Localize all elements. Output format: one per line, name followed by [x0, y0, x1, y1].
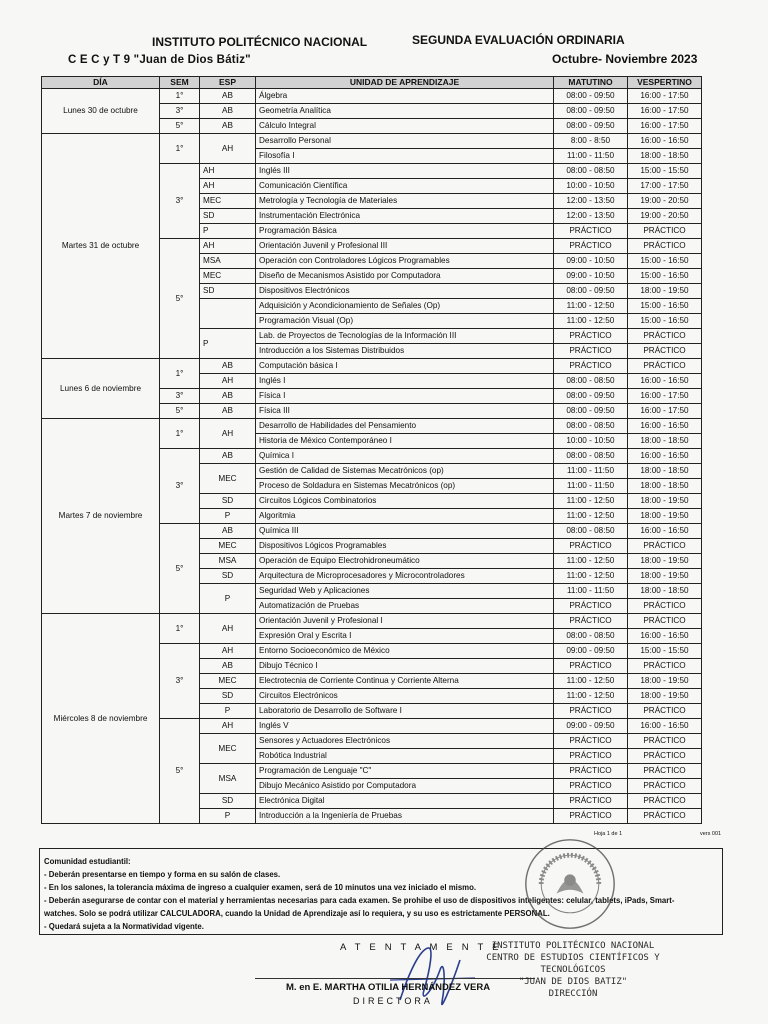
- specialty-cell: SD: [200, 689, 256, 704]
- evening-time-cell: PRÁCTICO: [628, 809, 702, 824]
- specialty-cell: MEC: [200, 194, 256, 209]
- morning-time-cell: 10:00 - 10:50: [554, 434, 628, 449]
- morning-time-cell: 09:00 - 09:50: [554, 719, 628, 734]
- signer-name: M. en E. MARTHA OTILIA HERNÁNDEZ VERA: [286, 982, 491, 993]
- unit-cell: Sensores y Actuadores Electrónicos: [256, 734, 554, 749]
- morning-time-cell: 09:00 - 10:50: [554, 254, 628, 269]
- page-number: Hoja 1 de 1: [594, 831, 623, 837]
- unit-cell: Entorno Socioeconómico de México: [256, 644, 554, 659]
- unit-cell: Electrotecnia de Corriente Continua y Corriente Alterna: [256, 674, 554, 689]
- unit-cell: Programación de Lenguaje "C": [256, 764, 554, 779]
- unit-cell: Gestión de Calidad de Sistemas Mecatrónicos (op): [256, 464, 554, 479]
- evening-time-cell: PRÁCTICO: [628, 359, 702, 374]
- unit-cell: Cálculo Integral: [256, 119, 554, 134]
- morning-time-cell: 11:00 - 11:50: [554, 584, 628, 599]
- morning-time-cell: PRÁCTICO: [554, 659, 628, 674]
- specialty-cell: AH: [200, 419, 256, 449]
- unit-cell: Geometría Analítica: [256, 104, 554, 119]
- morning-time-cell: 11:00 - 12:50: [554, 314, 628, 329]
- morning-time-cell: PRÁCTICO: [554, 239, 628, 254]
- morning-time-cell: PRÁCTICO: [554, 704, 628, 719]
- morning-time-cell: PRÁCTICO: [554, 614, 628, 629]
- specialty-cell: MEC: [200, 734, 256, 764]
- semester-cell: 3°: [160, 449, 200, 524]
- schedule-body: [42, 89, 702, 824]
- note-line: - En los salones, la tolerancia máxima de ingreso a cualquier examen, será de 10 minutos una vez iniciado el mismo.: [44, 883, 477, 892]
- specialty-cell: MEC: [200, 674, 256, 689]
- specialty-cell: SD: [200, 284, 256, 299]
- evening-time-cell: PRÁCTICO: [628, 329, 702, 344]
- unit-cell: Física I: [256, 389, 554, 404]
- specialty-cell: MEC: [200, 464, 256, 494]
- evening-time-cell: 15:00 - 16:50: [628, 269, 702, 284]
- semester-cell: 1°: [160, 134, 200, 164]
- evening-time-cell: 16:00 - 17:50: [628, 89, 702, 104]
- morning-time-cell: PRÁCTICO: [554, 539, 628, 554]
- evening-time-cell: PRÁCTICO: [628, 539, 702, 554]
- specialty-cell: AB: [200, 524, 256, 539]
- unit-cell: Operación con Controladores Lógicos Programables: [256, 254, 554, 269]
- day-cell: Lunes 6 de noviembre: [42, 359, 160, 419]
- morning-time-cell: PRÁCTICO: [554, 749, 628, 764]
- evening-time-cell: PRÁCTICO: [628, 344, 702, 359]
- institute-title: INSTITUTO POLITÉCNICO NACIONAL: [152, 35, 368, 49]
- semester-cell: 1°: [160, 419, 200, 449]
- morning-time-cell: 08:00 - 09:50: [554, 404, 628, 419]
- specialty-cell: AB: [200, 359, 256, 374]
- evening-time-cell: 16:00 - 17:50: [628, 404, 702, 419]
- specialty-cell: AH: [200, 374, 256, 389]
- semester-cell: 5°: [160, 719, 200, 824]
- official-seal-icon: [522, 836, 618, 932]
- morning-time-cell: PRÁCTICO: [554, 764, 628, 779]
- morning-time-cell: 11:00 - 12:50: [554, 674, 628, 689]
- note-line: watches. Solo se podrá utilizar CALCULADORA, cuando la Unidad de Aprendizaje así lo requiera, y su uso es estrictamente PERSONAL.: [44, 909, 550, 918]
- day-cell: Martes 7 de noviembre: [42, 419, 160, 614]
- specialty-cell: AH: [200, 134, 256, 164]
- evening-time-cell: 16:00 - 17:50: [628, 389, 702, 404]
- unit-cell: Circuitos Electrónicos: [256, 689, 554, 704]
- morning-time-cell: 12:00 - 13:50: [554, 194, 628, 209]
- day-cell: Lunes 30 de octubre: [42, 89, 160, 134]
- unit-cell: Inglés V: [256, 719, 554, 734]
- unit-cell: Comunicación Científica: [256, 179, 554, 194]
- morning-time-cell: 08:00 - 09:50: [554, 389, 628, 404]
- evening-time-cell: 18:00 - 19:50: [628, 284, 702, 299]
- morning-time-cell: 08:00 - 08:50: [554, 449, 628, 464]
- unit-cell: Diseño de Mecanismos Asistido por Computadora: [256, 269, 554, 284]
- evening-time-cell: 18:00 - 19:50: [628, 674, 702, 689]
- evening-time-cell: 15:00 - 15:50: [628, 644, 702, 659]
- morning-time-cell: 08:00 - 09:50: [554, 284, 628, 299]
- morning-time-cell: 09:00 - 10:50: [554, 269, 628, 284]
- specialty-cell: SD: [200, 794, 256, 809]
- morning-time-cell: 08:00 - 08:50: [554, 374, 628, 389]
- day-cell: Martes 31 de octubre: [42, 134, 160, 359]
- specialty-cell: SD: [200, 569, 256, 584]
- evening-time-cell: 16:00 - 16:50: [628, 419, 702, 434]
- morning-time-cell: 08:00 - 09:50: [554, 89, 628, 104]
- unit-cell: Arquitectura de Microprocesadores y Microcontroladores: [256, 569, 554, 584]
- evening-time-cell: 15:00 - 16:50: [628, 314, 702, 329]
- unit-cell: Dispositivos Electrónicos: [256, 284, 554, 299]
- morning-time-cell: 09:00 - 09:50: [554, 644, 628, 659]
- morning-time-cell: 11:00 - 12:50: [554, 689, 628, 704]
- specialty-cell: AH: [200, 644, 256, 659]
- table-row: [42, 359, 702, 374]
- unit-cell: Introducción a la Ingeniería de Pruebas: [256, 809, 554, 824]
- unit-cell: Metrología y Tecnología de Materiales: [256, 194, 554, 209]
- specialty-cell: P: [200, 584, 256, 614]
- morning-time-cell: 12:00 - 13:50: [554, 209, 628, 224]
- specialty-cell: SD: [200, 494, 256, 509]
- morning-time-cell: 08:00 - 09:50: [554, 104, 628, 119]
- unit-cell: Adquisición y Acondicionamiento de Señales (Op): [256, 299, 554, 314]
- specialty-cell: MEC: [200, 539, 256, 554]
- evening-time-cell: 16:00 - 16:50: [628, 719, 702, 734]
- evaluation-period: Octubre- Noviembre 2023: [552, 52, 698, 66]
- specialty-cell: AB: [200, 119, 256, 134]
- evening-time-cell: 18:00 - 19:50: [628, 509, 702, 524]
- evening-time-cell: PRÁCTICO: [628, 614, 702, 629]
- evening-time-cell: 18:00 - 19:50: [628, 569, 702, 584]
- semester-cell: 1°: [160, 359, 200, 389]
- schedule-table: [41, 76, 702, 824]
- unit-cell: Instrumentación Electrónica: [256, 209, 554, 224]
- unit-cell: Introducción a los Sistemas Distribuidos: [256, 344, 554, 359]
- morning-time-cell: PRÁCTICO: [554, 794, 628, 809]
- evening-time-cell: 18:00 - 19:50: [628, 689, 702, 704]
- unit-cell: Computación básica I: [256, 359, 554, 374]
- institution-stamp: [462, 940, 684, 1000]
- morning-time-cell: PRÁCTICO: [554, 734, 628, 749]
- specialty-cell: P: [200, 704, 256, 719]
- day-cell: Miércoles 8 de noviembre: [42, 614, 160, 824]
- morning-time-cell: 11:00 - 12:50: [554, 569, 628, 584]
- stamp-line: CENTRO DE ESTUDIOS CIENTÍFICOS Y TECNOLÓGICOS: [486, 953, 660, 975]
- morning-time-cell: PRÁCTICO: [554, 809, 628, 824]
- specialty-cell: AB: [200, 659, 256, 674]
- evening-time-cell: PRÁCTICO: [628, 749, 702, 764]
- school-name: C E C y T 9 "Juan de Dios Bátiz": [68, 54, 251, 66]
- unit-cell: Inglés III: [256, 164, 554, 179]
- semester-cell: 3°: [160, 644, 200, 719]
- unit-cell: Orientación Juvenil y Profesional III: [256, 239, 554, 254]
- unit-cell: Algoritmia: [256, 509, 554, 524]
- evening-time-cell: 15:00 - 15:50: [628, 164, 702, 179]
- evening-time-cell: 19:00 - 20:50: [628, 209, 702, 224]
- morning-time-cell: PRÁCTICO: [554, 224, 628, 239]
- evening-time-cell: 15:00 - 16:50: [628, 254, 702, 269]
- column-header-unit: UNIDAD DE APRENDIZAJE: [256, 77, 554, 89]
- unit-cell: Química I: [256, 449, 554, 464]
- specialty-cell: MSA: [200, 764, 256, 794]
- unit-cell: Desarrollo de Habilidades del Pensamiento: [256, 419, 554, 434]
- stamp-line: DIRECCIÓN: [548, 989, 598, 999]
- evening-time-cell: 16:00 - 17:50: [628, 119, 702, 134]
- table-row: [42, 614, 702, 629]
- morning-time-cell: 11:00 - 11:50: [554, 464, 628, 479]
- specialty-cell: AH: [200, 239, 256, 254]
- evaluation-title: SEGUNDA EVALUACIÓN ORDINARIA: [412, 33, 625, 47]
- evening-time-cell: 16:00 - 16:50: [628, 524, 702, 539]
- table-row: [42, 419, 702, 434]
- evening-time-cell: 15:00 - 16:50: [628, 299, 702, 314]
- unit-cell: Proceso de Soldadura en Sistemas Mecatrónicos (op): [256, 479, 554, 494]
- unit-cell: Desarrollo Personal: [256, 134, 554, 149]
- unit-cell: Programación Básica: [256, 224, 554, 239]
- morning-time-cell: 08:00 - 08:50: [554, 629, 628, 644]
- unit-cell: Química III: [256, 524, 554, 539]
- column-header-morning: MATUTINO: [554, 77, 628, 89]
- unit-cell: Física III: [256, 404, 554, 419]
- evening-time-cell: PRÁCTICO: [628, 659, 702, 674]
- semester-cell: 1°: [160, 614, 200, 644]
- evening-time-cell: PRÁCTICO: [628, 239, 702, 254]
- student-notes-box: [39, 848, 723, 935]
- evening-time-cell: PRÁCTICO: [628, 734, 702, 749]
- unit-cell: Filosofía I: [256, 149, 554, 164]
- unit-cell: Historia de México Contemporáneo I: [256, 434, 554, 449]
- unit-cell: Orientación Juvenil y Profesional I: [256, 614, 554, 629]
- evening-time-cell: 17:00 - 17:50: [628, 179, 702, 194]
- unit-cell: Circuitos Lógicos Combinatorios: [256, 494, 554, 509]
- unit-cell: Laboratorio de Desarrollo de Software I: [256, 704, 554, 719]
- note-line: - Quedará sujeta a la Normatividad vigente.: [44, 922, 204, 931]
- evening-time-cell: PRÁCTICO: [628, 794, 702, 809]
- column-header-evening: VESPERTINO: [628, 77, 702, 89]
- unit-cell: Inglés I: [256, 374, 554, 389]
- specialty-cell: AB: [200, 404, 256, 419]
- closing-salutation: A T E N T A M E N T E: [340, 942, 502, 953]
- specialty-cell: AH: [200, 179, 256, 194]
- specialty-cell: P: [200, 224, 256, 239]
- morning-time-cell: 11:00 - 12:50: [554, 299, 628, 314]
- morning-time-cell: 11:00 - 11:50: [554, 479, 628, 494]
- evening-time-cell: PRÁCTICO: [628, 599, 702, 614]
- semester-cell: 3°: [160, 389, 200, 404]
- semester-cell: 5°: [160, 119, 200, 134]
- evening-time-cell: PRÁCTICO: [628, 779, 702, 794]
- column-header-esp: ESP: [200, 77, 256, 89]
- morning-time-cell: PRÁCTICO: [554, 779, 628, 794]
- evening-time-cell: 18:00 - 18:50: [628, 479, 702, 494]
- evening-time-cell: 16:00 - 16:50: [628, 449, 702, 464]
- morning-time-cell: PRÁCTICO: [554, 599, 628, 614]
- evening-time-cell: 16:00 - 16:50: [628, 374, 702, 389]
- stamp-line: INSTITUTO POLITÉCNICO NACIONAL: [491, 941, 655, 951]
- evening-time-cell: 18:00 - 18:50: [628, 149, 702, 164]
- evening-time-cell: 18:00 - 18:50: [628, 434, 702, 449]
- note-line: - Deberán presentarse en tiempo y forma en su salón de clases.: [44, 870, 281, 879]
- specialty-cell: MSA: [200, 254, 256, 269]
- semester-cell: 3°: [160, 164, 200, 239]
- evening-time-cell: 16:00 - 16:50: [628, 134, 702, 149]
- notes-heading: Comunidad estudiantil:: [44, 857, 131, 866]
- morning-time-cell: 08:00 - 08:50: [554, 164, 628, 179]
- semester-cell: 3°: [160, 104, 200, 119]
- version-label: vers 001: [700, 831, 722, 837]
- specialty-cell: AB: [200, 449, 256, 464]
- table-row: [42, 89, 702, 104]
- semester-cell: 5°: [160, 524, 200, 614]
- morning-time-cell: 10:00 - 10:50: [554, 179, 628, 194]
- column-header-day: DÍA: [42, 77, 160, 89]
- evening-time-cell: PRÁCTICO: [628, 224, 702, 239]
- unit-cell: Dibujo Técnico I: [256, 659, 554, 674]
- specialty-cell: AB: [200, 89, 256, 104]
- evening-time-cell: PRÁCTICO: [628, 764, 702, 779]
- morning-time-cell: 08:00 - 09:50: [554, 119, 628, 134]
- morning-time-cell: 11:00 - 11:50: [554, 149, 628, 164]
- unit-cell: Operación de Equipo Electrohidroneumático: [256, 554, 554, 569]
- specialty-cell: AH: [200, 719, 256, 734]
- specialty-cell: [200, 299, 256, 329]
- unit-cell: Seguridad Web y Aplicaciones: [256, 584, 554, 599]
- morning-time-cell: PRÁCTICO: [554, 359, 628, 374]
- morning-time-cell: PRÁCTICO: [554, 344, 628, 359]
- evening-time-cell: 18:00 - 18:50: [628, 584, 702, 599]
- morning-time-cell: 8:00 - 8:50: [554, 134, 628, 149]
- evening-time-cell: 18:00 - 19:50: [628, 554, 702, 569]
- semester-cell: 5°: [160, 239, 200, 359]
- evening-time-cell: 18:00 - 19:50: [628, 494, 702, 509]
- evening-time-cell: PRÁCTICO: [628, 704, 702, 719]
- stamp-line: "JUAN DE DIOS BATIZ": [518, 977, 628, 987]
- evening-time-cell: 18:00 - 18:50: [628, 464, 702, 479]
- specialty-cell: AB: [200, 104, 256, 119]
- evening-time-cell: 19:00 - 20:50: [628, 194, 702, 209]
- unit-cell: Electrónica Digital: [256, 794, 554, 809]
- unit-cell: Robótica Industrial: [256, 749, 554, 764]
- specialty-cell: SD: [200, 209, 256, 224]
- specialty-cell: AB: [200, 389, 256, 404]
- morning-time-cell: 11:00 - 12:50: [554, 494, 628, 509]
- specialty-cell: MSA: [200, 554, 256, 569]
- table-header-row: [42, 77, 702, 89]
- signer-role: DIRECTORA: [353, 996, 433, 1006]
- morning-time-cell: PRÁCTICO: [554, 329, 628, 344]
- evening-time-cell: 16:00 - 16:50: [628, 629, 702, 644]
- specialty-cell: P: [200, 509, 256, 524]
- table-row: [42, 134, 702, 149]
- specialty-cell: MEC: [200, 269, 256, 284]
- unit-cell: Expresión Oral y Escrita I: [256, 629, 554, 644]
- unit-cell: Dispositivos Lógicos Programables: [256, 539, 554, 554]
- morning-time-cell: 08:00 - 08:50: [554, 419, 628, 434]
- specialty-cell: P: [200, 809, 256, 824]
- specialty-cell: AH: [200, 614, 256, 644]
- unit-cell: Automatización de Pruebas: [256, 599, 554, 614]
- morning-time-cell: 08:00 - 08:50: [554, 524, 628, 539]
- semester-cell: 5°: [160, 404, 200, 419]
- evening-time-cell: 16:00 - 17:50: [628, 104, 702, 119]
- morning-time-cell: 11:00 - 12:50: [554, 554, 628, 569]
- unit-cell: Programación Visual (Op): [256, 314, 554, 329]
- specialty-cell: AH: [200, 164, 256, 179]
- column-header-sem: SEM: [160, 77, 200, 89]
- specialty-cell: P: [200, 329, 256, 359]
- morning-time-cell: 11:00 - 12:50: [554, 509, 628, 524]
- note-line: - Deberán asegurarse de contar con el material y herramientas necesarias para cada examen. Se prohibe el uso de dispositivos inteligentes: celular, tablets, iPads, Smart-: [44, 896, 675, 905]
- unit-cell: Dibujo Mecánico Asistido por Computadora: [256, 779, 554, 794]
- semester-cell: 1°: [160, 89, 200, 104]
- unit-cell: Lab. de Proyectos de Tecnologías de la Información III: [256, 329, 554, 344]
- unit-cell: Álgebra: [256, 89, 554, 104]
